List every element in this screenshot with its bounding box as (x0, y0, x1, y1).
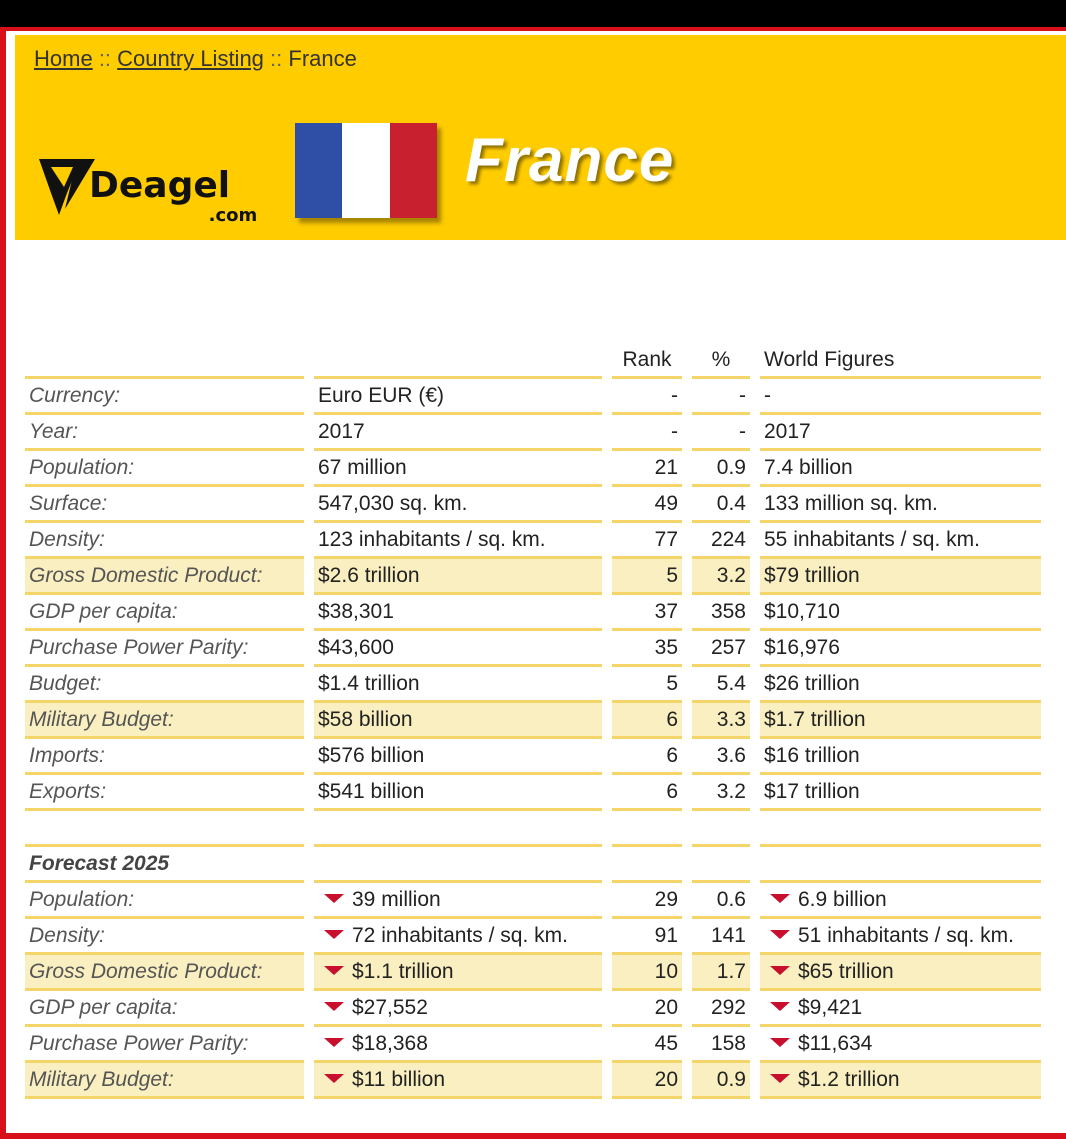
row-world-text: $65 trillion (798, 959, 894, 983)
row-percent (692, 415, 750, 451)
down-arrow-icon (770, 1038, 790, 1047)
row-world-text: 51 inhabitants / sq. km. (798, 923, 1014, 947)
down-arrow-icon (324, 1074, 344, 1083)
table-row (25, 883, 1041, 919)
row-value-text: 72 inhabitants / sq. km. (352, 923, 568, 947)
table-row (25, 1027, 1041, 1063)
row-value (314, 451, 602, 487)
row-rank-text: 6 (666, 707, 678, 731)
row-label-text: Gross Domestic Product: (29, 959, 263, 983)
forecast-title-row (25, 847, 1041, 883)
row-value (314, 919, 602, 955)
down-arrow-icon (770, 1002, 790, 1011)
row-value (314, 775, 602, 811)
row-rank-text: 77 (654, 527, 678, 551)
row-percent (692, 487, 750, 523)
row-label-text: Imports: (29, 743, 105, 767)
row-percent (692, 883, 750, 919)
table-row (25, 955, 1041, 991)
row-world-text: $26 trillion (764, 671, 860, 695)
row-rank-text: 6 (666, 743, 678, 767)
row-label-text: GDP per capita: (29, 995, 178, 1019)
row-world-text: 133 million sq. km. (764, 491, 938, 515)
table-row (25, 919, 1041, 955)
spacer-cell (692, 811, 750, 847)
table-row (25, 595, 1041, 631)
spacer-cell (612, 811, 682, 847)
row-percent-text: 292 (710, 995, 746, 1019)
table-row (25, 379, 1041, 415)
forecast-title: Forecast 2025 (25, 847, 304, 883)
header-label (25, 343, 304, 379)
row-percent-text: 0.9 (716, 1067, 746, 1091)
row-rank (612, 487, 682, 523)
row-value-text: 547,030 sq. km. (318, 491, 468, 515)
row-world (760, 1027, 1041, 1063)
row-value-text: 39 million (352, 887, 441, 911)
row-percent (692, 919, 750, 955)
row-value-text: 123 inhabitants / sq. km. (318, 527, 546, 551)
table-row (25, 631, 1041, 667)
breadcrumb-current: France (288, 46, 357, 71)
down-arrow-icon (324, 966, 344, 975)
row-world-text: - (764, 383, 771, 407)
row-world-text: $16 trillion (764, 743, 860, 767)
row-label (25, 1027, 304, 1063)
row-percent-text: 257 (710, 635, 746, 659)
row-label (25, 739, 304, 775)
spacer-row (25, 811, 1041, 847)
row-world (760, 919, 1041, 955)
row-world (760, 739, 1041, 775)
down-arrow-icon (770, 894, 790, 903)
row-value (314, 1063, 602, 1099)
row-world (760, 523, 1041, 559)
row-rank-text: 49 (654, 491, 678, 515)
row-value-text: $576 billion (318, 743, 425, 767)
row-world (760, 775, 1041, 811)
table-row (25, 703, 1041, 739)
row-world-text: $16,976 (764, 635, 840, 659)
row-percent (692, 775, 750, 811)
row-value-text: Euro EUR (€) (318, 383, 445, 407)
row-value-text: $1.1 trillion (352, 959, 454, 983)
row-percent-text: 358 (710, 599, 746, 623)
row-world (760, 487, 1041, 523)
row-percent (692, 595, 750, 631)
row-rank (612, 631, 682, 667)
row-label-text: Exports: (29, 779, 107, 803)
row-value-text: $541 billion (318, 779, 425, 803)
row-label-text: Gross Domestic Product: (29, 563, 263, 587)
page-header (15, 35, 1066, 240)
header-rank: Rank (612, 343, 682, 379)
row-label (25, 667, 304, 703)
row-world-text: $10,710 (764, 599, 840, 623)
row-rank-text: 37 (654, 599, 678, 623)
row-percent (692, 631, 750, 667)
country-title: France (465, 126, 675, 195)
row-world (760, 451, 1041, 487)
row-rank-text: 10 (654, 959, 678, 983)
row-value (314, 883, 602, 919)
row-label (25, 703, 304, 739)
logo-name: Deagel (89, 165, 231, 206)
row-rank-text: 20 (654, 1067, 678, 1091)
table-row (25, 667, 1041, 703)
row-label (25, 415, 304, 451)
row-world-text: $9,421 (798, 995, 863, 1019)
row-world (760, 631, 1041, 667)
down-arrow-icon (324, 1002, 344, 1011)
forecast-title-spacer (760, 847, 1041, 883)
row-label-text: Year: (29, 419, 79, 443)
row-value-text: $18,368 (352, 1031, 428, 1055)
row-value-text: $1.4 trillion (318, 671, 420, 695)
row-value-text: 2017 (318, 419, 365, 443)
deagel-logo[interactable] (37, 153, 277, 233)
row-percent-text: 0.9 (716, 455, 746, 479)
row-value (314, 379, 602, 415)
row-rank (612, 739, 682, 775)
row-label (25, 955, 304, 991)
row-percent-text: 5.4 (716, 671, 746, 695)
row-rank-text: 5 (666, 563, 678, 587)
forecast-title-spacer (612, 847, 682, 883)
row-world (760, 991, 1041, 1027)
row-label (25, 523, 304, 559)
row-rank (612, 1063, 682, 1099)
row-rank-text: 21 (654, 455, 678, 479)
row-world (760, 667, 1041, 703)
table-header-row (25, 343, 1041, 379)
row-percent-text: - (739, 419, 746, 443)
row-world (760, 559, 1041, 595)
row-percent-text: 3.2 (716, 563, 746, 587)
down-arrow-icon (324, 894, 344, 903)
row-label (25, 919, 304, 955)
spacer-cell (760, 811, 1041, 847)
row-label-text: Military Budget: (29, 707, 174, 731)
row-rank-text: - (671, 419, 678, 443)
row-label (25, 775, 304, 811)
row-world-text: $1.2 trillion (798, 1067, 900, 1091)
row-percent (692, 667, 750, 703)
spacer-cell (25, 811, 304, 847)
row-value (314, 559, 602, 595)
row-value (314, 415, 602, 451)
row-value (314, 739, 602, 775)
row-percent (692, 1027, 750, 1063)
down-arrow-icon (324, 930, 344, 939)
down-arrow-icon (770, 1074, 790, 1083)
header-value (314, 343, 602, 379)
breadcrumb-separator: :: (270, 46, 283, 71)
row-rank (612, 703, 682, 739)
table-row (25, 991, 1041, 1027)
row-label-text: Population: (29, 455, 135, 479)
row-percent-text: 3.6 (716, 743, 746, 767)
table-row (25, 1063, 1041, 1099)
row-world (760, 883, 1041, 919)
row-label-text: Military Budget: (29, 1067, 174, 1091)
breadcrumb-separator: :: (98, 46, 112, 71)
row-rank (612, 415, 682, 451)
row-rank (612, 991, 682, 1027)
row-percent-text: 1.7 (716, 959, 746, 983)
row-label-text: GDP per capita: (29, 599, 178, 623)
row-value (314, 703, 602, 739)
logo-tld: .com (208, 205, 258, 226)
row-label-text: Surface: (29, 491, 108, 515)
row-world (760, 415, 1041, 451)
row-world-text: $79 trillion (764, 563, 860, 587)
row-label (25, 559, 304, 595)
row-value-text: $2.6 trillion (318, 563, 420, 587)
row-label (25, 883, 304, 919)
row-label-text: Currency: (29, 383, 121, 407)
row-percent (692, 559, 750, 595)
row-label (25, 1063, 304, 1099)
row-value (314, 523, 602, 559)
row-rank (612, 451, 682, 487)
row-world-text: 7.4 billion (764, 455, 853, 479)
row-label-text: Purchase Power Parity: (29, 635, 249, 659)
header-world-figures: World Figures (760, 343, 1041, 379)
row-world (760, 379, 1041, 415)
flag-stripe-red (390, 123, 437, 218)
row-percent (692, 703, 750, 739)
row-world-text: $11,634 (798, 1031, 873, 1055)
row-value (314, 991, 602, 1027)
row-label (25, 631, 304, 667)
breadcrumb-home-link[interactable]: Home (34, 46, 93, 71)
row-label (25, 991, 304, 1027)
row-world-text: 6.9 billion (798, 887, 887, 911)
row-rank (612, 523, 682, 559)
row-label-text: Population: (29, 887, 135, 911)
table-row (25, 523, 1041, 559)
row-label-text: Density: (29, 923, 105, 947)
row-percent (692, 451, 750, 487)
breadcrumb (34, 46, 357, 72)
row-rank (612, 775, 682, 811)
row-percent-text: - (739, 383, 746, 407)
down-arrow-icon (770, 930, 790, 939)
country-data-table (15, 343, 1051, 1099)
row-rank (612, 955, 682, 991)
row-world-text: 2017 (764, 419, 811, 443)
row-rank (612, 1027, 682, 1063)
page-frame (0, 27, 1066, 1139)
row-rank (612, 667, 682, 703)
row-label-text: Purchase Power Parity: (29, 1031, 249, 1055)
row-value-text: $38,301 (318, 599, 394, 623)
row-value (314, 487, 602, 523)
row-label (25, 487, 304, 523)
row-percent-text: 141 (710, 923, 746, 947)
row-rank (612, 379, 682, 415)
france-flag (295, 123, 437, 218)
row-percent-text: 3.3 (716, 707, 746, 731)
table-row (25, 559, 1041, 595)
table-row (25, 739, 1041, 775)
row-rank (612, 883, 682, 919)
row-percent (692, 379, 750, 415)
row-world (760, 955, 1041, 991)
row-label (25, 451, 304, 487)
row-value (314, 955, 602, 991)
row-percent-text: 224 (710, 527, 746, 551)
row-value-text: $43,600 (318, 635, 394, 659)
row-rank-text: 35 (654, 635, 678, 659)
row-rank-text: 5 (666, 671, 678, 695)
row-value-text: 67 million (318, 455, 407, 479)
row-rank-text: 6 (666, 779, 678, 803)
down-arrow-icon (324, 1038, 344, 1047)
row-world (760, 703, 1041, 739)
table-row (25, 487, 1041, 523)
row-value (314, 667, 602, 703)
row-rank-text: - (671, 383, 678, 407)
row-rank (612, 919, 682, 955)
row-label (25, 595, 304, 631)
row-value (314, 595, 602, 631)
row-world-text: 55 inhabitants / sq. km. (764, 527, 980, 551)
row-world-text: $1.7 trillion (764, 707, 866, 731)
breadcrumb-country-listing-link[interactable]: Country Listing (117, 46, 264, 71)
row-rank-text: 29 (654, 887, 678, 911)
row-rank-text: 91 (654, 923, 678, 947)
row-percent-text: 0.4 (716, 491, 746, 515)
row-percent-text: 3.2 (716, 779, 746, 803)
row-world (760, 595, 1041, 631)
spacer-cell (314, 811, 602, 847)
row-label-text: Density: (29, 527, 105, 551)
flag-stripe-blue (295, 123, 342, 218)
row-value-text: $11 billion (352, 1067, 446, 1091)
row-rank-text: 45 (654, 1031, 678, 1055)
row-label (25, 379, 304, 415)
row-value-text: $27,552 (352, 995, 428, 1019)
row-rank (612, 595, 682, 631)
table-row (25, 775, 1041, 811)
row-percent (692, 1063, 750, 1099)
down-arrow-icon (770, 966, 790, 975)
flag-stripe-white (342, 123, 389, 218)
row-value (314, 1027, 602, 1063)
row-label-text: Budget: (29, 671, 102, 695)
row-world-text: $17 trillion (764, 779, 860, 803)
row-percent (692, 739, 750, 775)
row-percent-text: 0.6 (716, 887, 746, 911)
row-value-text: $58 billion (318, 707, 413, 731)
table-row (25, 451, 1041, 487)
row-rank-text: 20 (654, 995, 678, 1019)
forecast-title-spacer (692, 847, 750, 883)
row-percent-text: 158 (710, 1031, 746, 1055)
forecast-title-spacer (314, 847, 602, 883)
row-percent (692, 523, 750, 559)
row-world (760, 1063, 1041, 1099)
row-percent (692, 991, 750, 1027)
table-row (25, 415, 1041, 451)
row-rank (612, 559, 682, 595)
row-percent (692, 955, 750, 991)
row-value (314, 631, 602, 667)
header-percent: % (692, 343, 750, 379)
